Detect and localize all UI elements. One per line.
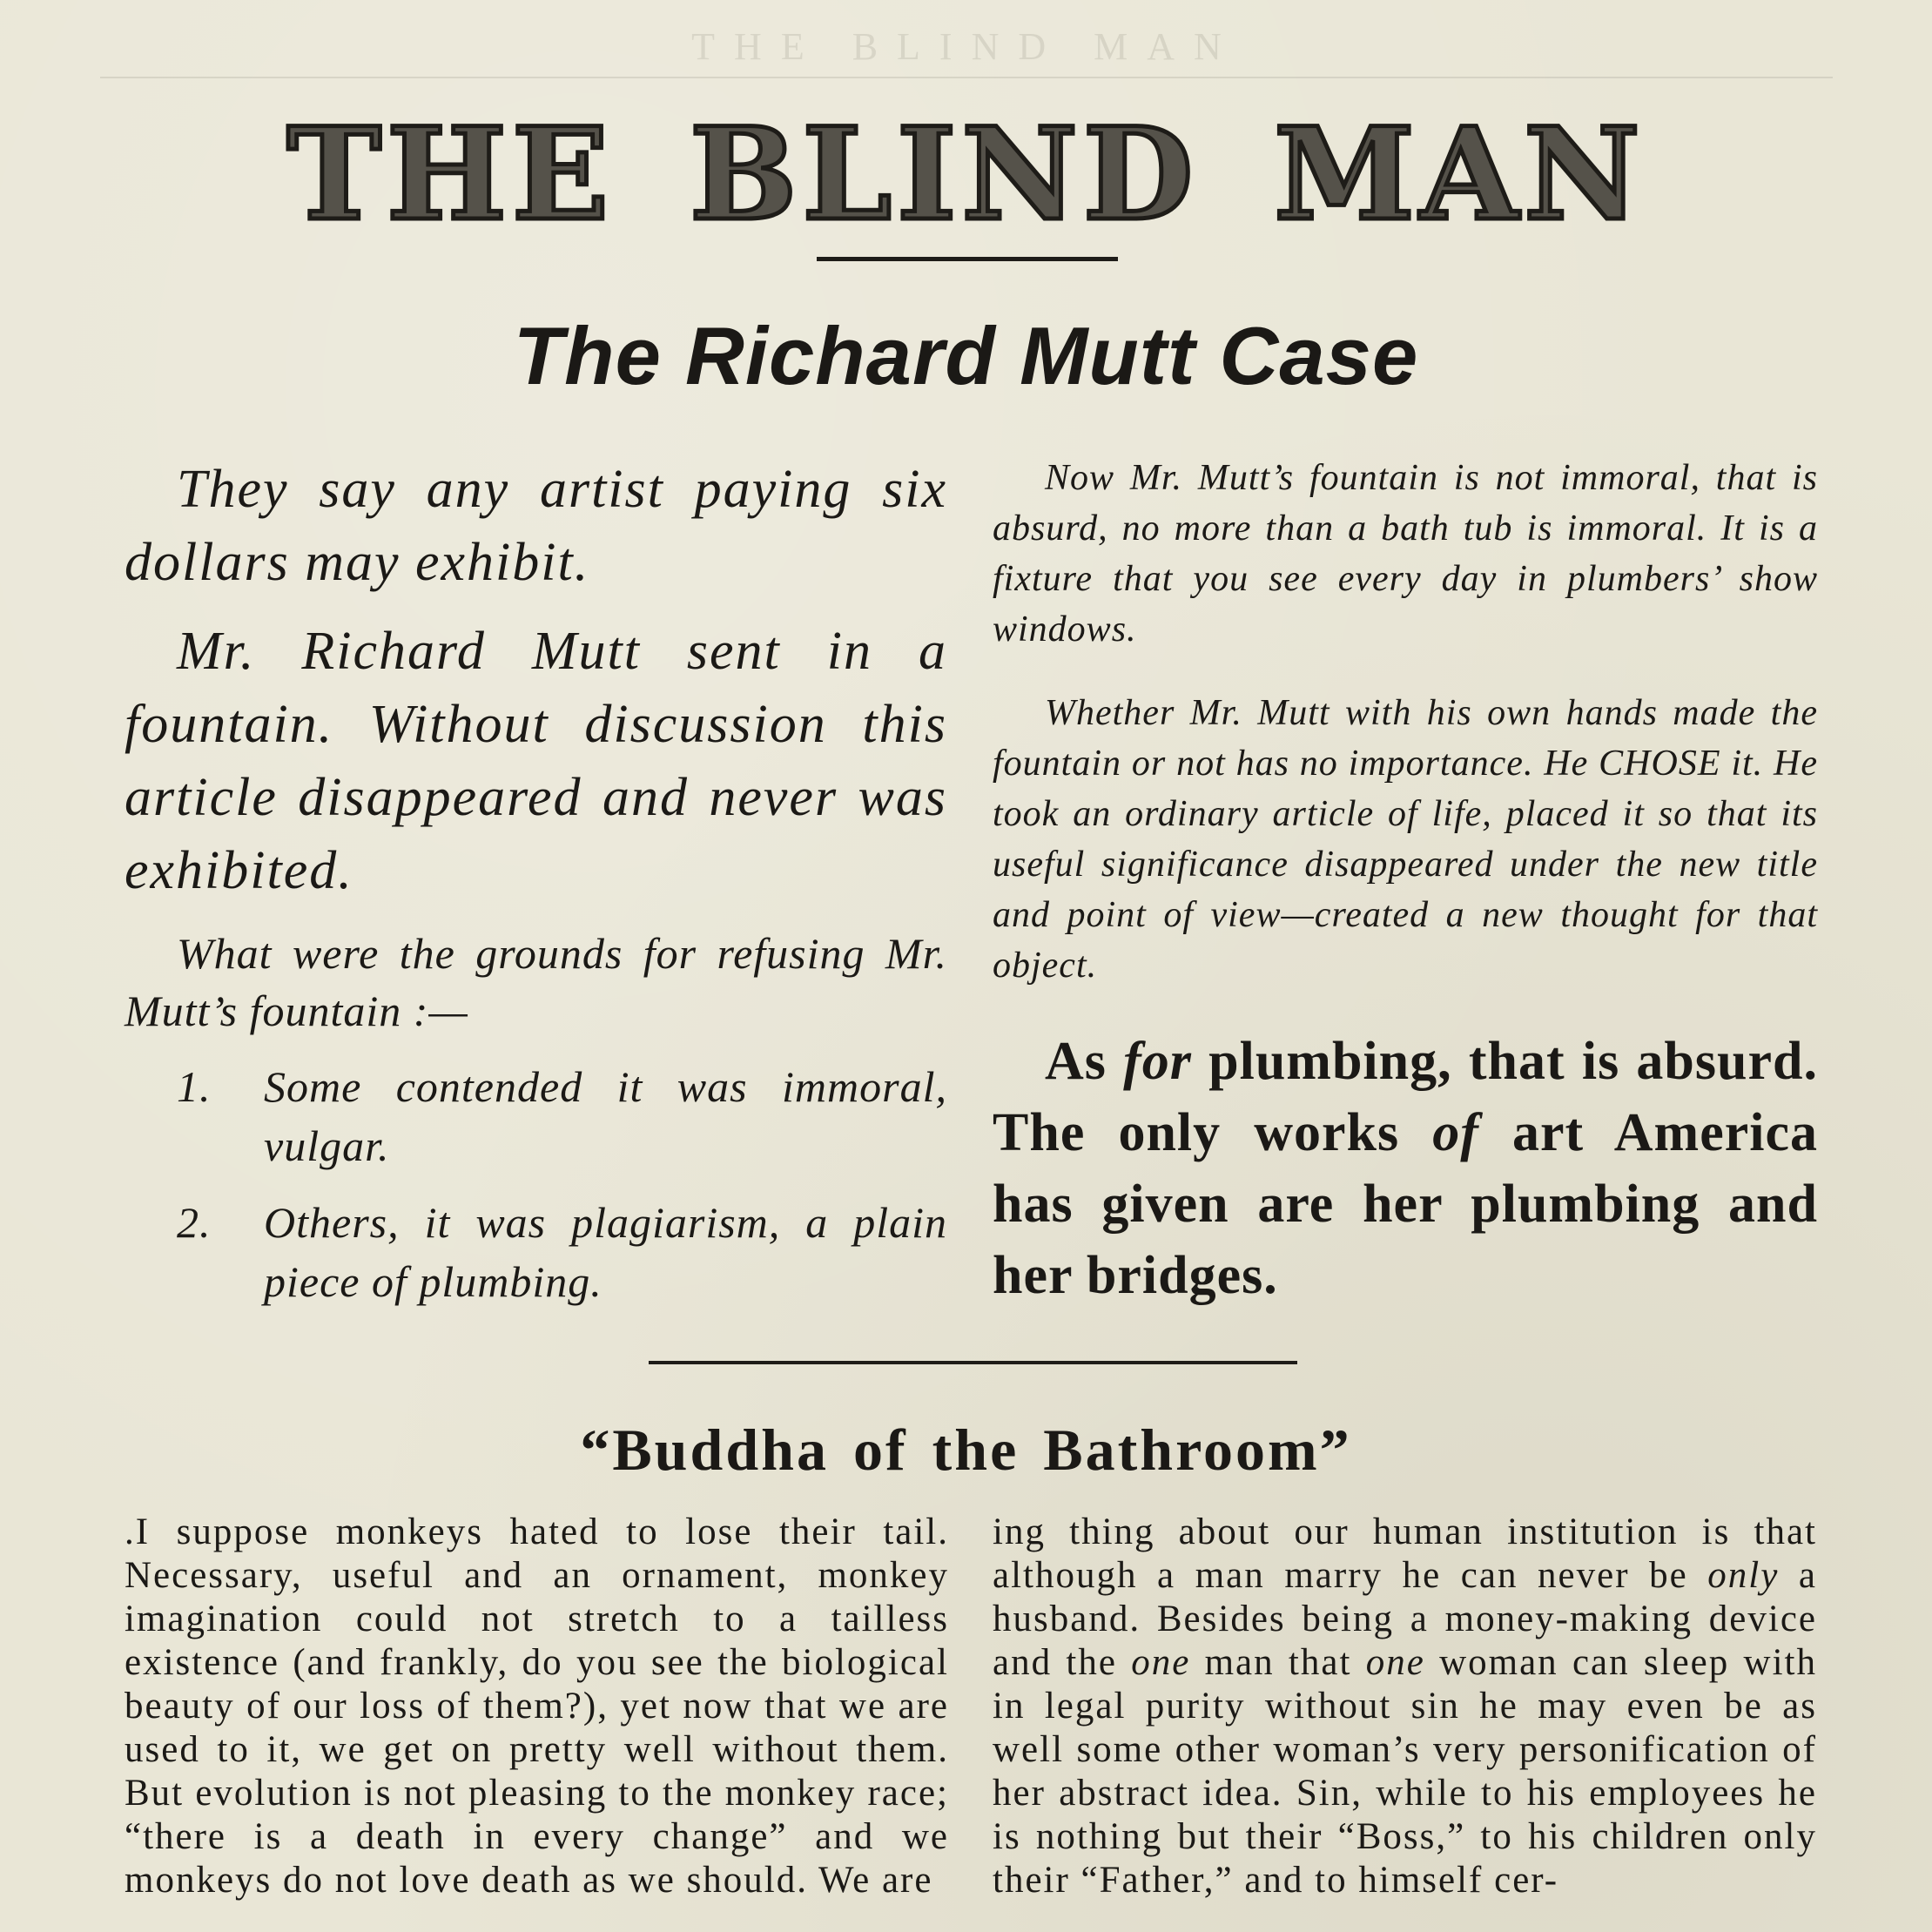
paragraph-grounds-question: What were the grounds for refusing Mr. Mutt’s fountain :— [125, 929, 947, 1035]
bleed-through-running-head: THE BLIND MAN [691, 25, 1241, 68]
paragraph-exhibit-rule: They say any artist paying six dollars may exhibit. [125, 460, 947, 592]
article-title: The Richard Mutt Case [513, 310, 1419, 401]
list-text: Some contended it was immoral, vulgar. [264, 1062, 947, 1170]
paragraph-fixture: Now Mr. Mutt’s fountain is not immoral, that is absurd, no more than a bath tub is immoral. It is a fixture that you see every day in plumbers’ show windows. [993, 458, 1818, 650]
text-run: As [1045, 1032, 1124, 1091]
paragraph-fountain-submission: Mr. Richard Mutt sent in a fountain. Without discussion this article disappeared and never was exhibited. [125, 622, 947, 900]
masthead-divider [817, 257, 1118, 261]
list-number: 2. [177, 1198, 212, 1247]
paragraph-plumbing-bridges [993, 1026, 1818, 1311]
list-item [125, 1057, 947, 1175]
list-number: 1. [177, 1062, 212, 1111]
text-run: ing thing about our human institution is that although a man marry he can never be [993, 1511, 1817, 1596]
body-right-column [993, 1511, 1817, 1902]
text-run-italic: one [1131, 1642, 1191, 1683]
body-paragraph: .I suppose monkeys hated to lose their tail. Necessary, useful and an ornament, monkey imagination could not stretch to a tailless existence (and frankly, do you see the biological beauty of our loss of them?), yet now that we are used to it, we get on pretty well without them. But evolution is not pleasing to the monkey race; “there is a death in every change” and we monkeys do not love death as we should. We are [125, 1511, 949, 1901]
text-run: plumbing, that is absurd. The only works [993, 1032, 1818, 1162]
text-run-italic: only [1707, 1555, 1780, 1596]
text-run: man that [1190, 1642, 1366, 1683]
masthead-title: THE BLIND MAN [286, 100, 1646, 249]
list-item [125, 1193, 947, 1311]
section-divider [649, 1361, 1297, 1364]
bleed-through-rule [100, 77, 1833, 78]
text-run-italic: one [1365, 1642, 1425, 1683]
list-text: Others, it was plagiarism, a plain piece of plumbing. [264, 1198, 947, 1306]
text-run-italic: for [1123, 1032, 1192, 1091]
body-left-column [125, 1511, 949, 1902]
text-run: a husband. Besides being a money-making device and the [993, 1555, 1817, 1683]
article-right-column [993, 453, 1818, 1311]
text-run: art America has given are her plumbing and her bridges. [993, 1103, 1818, 1305]
section-title: “Buddha of the Bathroom” [580, 1417, 1352, 1483]
text-run-italic: of [1432, 1103, 1479, 1162]
article-left-column [125, 453, 947, 1311]
body-paragraph [993, 1511, 1817, 1902]
paragraph-he-chose-it: Whether Mr. Mutt with his own hands made the fountain or not has no importance. He CHOSE it. He took an ordinary article of life, placed it so that its useful significance disappeared under the new title and point of view—created a new thought for that object. [993, 693, 1818, 986]
text-run: woman can sleep with in legal purity without sin he may even be as well some other woman’s very personification of her abstract idea. Sin, while to his employees he is nothing but their “Boss,” to his children only their “Father,” and to himself cer- [993, 1642, 1817, 1901]
